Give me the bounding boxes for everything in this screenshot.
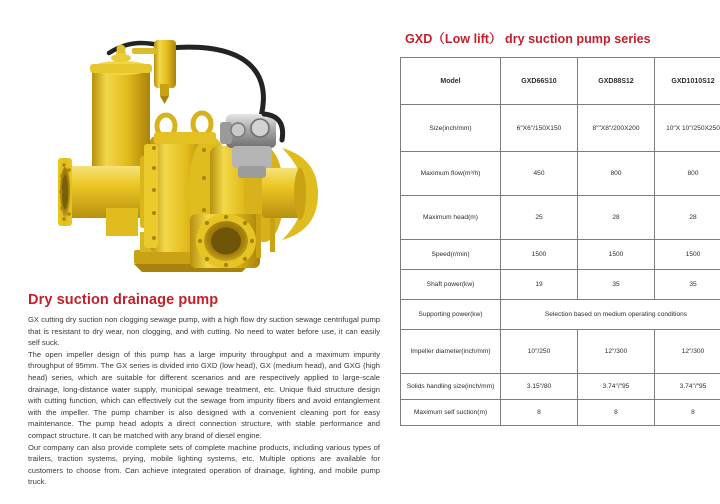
header-cell-model-1: GXD66S10 [501,58,578,105]
header-cell-model-3: GXD1010S12 [655,58,720,105]
row-value: 10″X 10″/250X250 [655,105,720,152]
row-value: 25 [501,196,578,240]
row-value: 12″/300 [578,330,655,374]
row-value: 1500 [655,240,720,270]
header-cell-model-2: GXD88S12 [578,58,655,105]
table-row [401,270,720,300]
row-label-solids-handling: Solids handling size(inch/mm) [401,374,501,400]
table-row [401,240,720,270]
row-value: 800 [578,152,655,196]
row-label-size: Size(inch/mm) [401,105,501,152]
row-label-impeller-diameter: Impeller diameter(inch/mm) [401,330,501,374]
riser-pipe [106,208,138,236]
row-value: 35 [655,270,720,300]
lift-bar [154,132,216,144]
pump-illustration [14,18,386,290]
table-header-row [401,58,720,105]
front-discharge-flange [190,214,260,268]
row-label-shaft-power: Shaft power(kw) [401,270,501,300]
table-row [401,374,720,400]
row-label-max-self-suction: Maximum self suction(m) [401,400,501,426]
header-cell-model: Model [401,58,501,105]
table-row [401,300,720,330]
row-value: 3.74″/″95 [655,374,720,400]
specification-panel [396,0,720,504]
product-photo [14,18,386,290]
table-row [401,196,720,240]
row-value: 10″/250 [501,330,578,374]
row-value-merged: Selection based on medium operating conditions [501,300,720,330]
row-value: 3.74″/″95 [578,374,655,400]
row-value: 28 [578,196,655,240]
row-value: 8 [655,400,720,426]
row-value: 1500 [501,240,578,270]
product-description [28,314,380,488]
spec-table-title: GXD（Low lift） dry suction pump series [405,32,651,46]
row-value: 3.15″/80 [501,374,578,400]
row-value: 8 [501,400,578,426]
row-value: 8 [578,400,655,426]
row-label-max-head: Maximum head(m) [401,196,501,240]
row-label-supporting-power: Supporting power(kw) [401,300,501,330]
table-row [401,152,720,196]
row-value: 450 [501,152,578,196]
row-value: 8″″X8″/200X200 [578,105,655,152]
row-value: 19 [501,270,578,300]
row-value: 1500 [578,240,655,270]
row-value: 6″X6″/150X150 [501,105,578,152]
row-label-max-flow: Maximum flow(m³/h) [401,152,501,196]
valve-connector [132,48,158,54]
row-value: 12″/300 [655,330,720,374]
row-value: 35 [578,270,655,300]
description-paragraph-3: Our company can also provide complete sets of complete machine products, including various types of trailers, traction systems, prying, mobile lighting systems, etc. Multiple options are available for customers to choose from. Can achieve integrated operation of drainage, lighting, and mobile pump truck. [28,442,380,487]
support-rod-2 [270,218,275,252]
table-row [401,400,720,426]
support-rod [256,214,261,258]
specification-table [400,57,720,426]
row-value: 800 [655,152,720,196]
description-paragraph-1: GX cutting dry suction non clogging sewage pump, with a high flow dry suction sewage centrifugal pump that is resistant to dry wear, non clogging, and with cutting. No need to water before use, it can easily self suck. [28,315,380,348]
row-label-speed: Speed(r/min) [401,240,501,270]
description-paragraph-2: The open impeller design of this pump has a large impurity throughput and a maximum impurity throughput of 95mm. The GX series is divided into GXD (low head), GX (medium head), and GXG (high head) series, which are suitable for different scenarios and are respectively applied to large-scale drainage, long-distance water supply, municipal sewage treatment, etc. Unique fluid structure design with cutting function, which can effectively cut the sewage from impurity fibers and avoid entanglement with the impeller. The pump chamber is also designed with a convenient cleaning port for easy maintenance. The pump head adopts a direct connection structure, with stable performance and compact structure. It can be matched with any brand of diesel engine. [28,349,380,440]
page-title: Dry suction drainage pump [28,292,219,308]
table-row [401,330,720,374]
table-row [401,105,720,152]
row-value: 28 [655,196,720,240]
